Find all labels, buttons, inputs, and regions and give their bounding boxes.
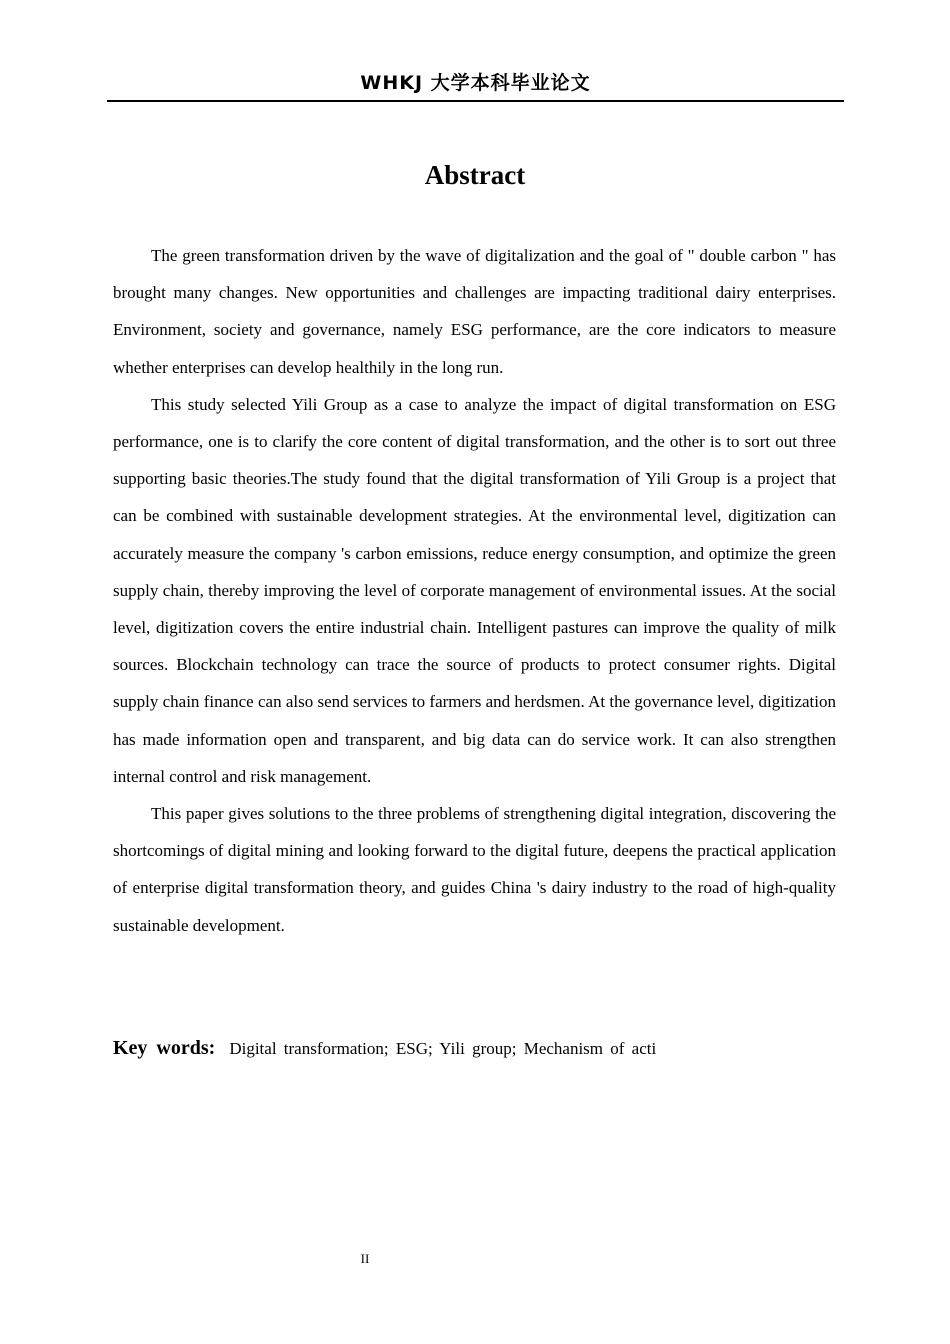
abstract-paragraph-1: The green transformation driven by the wave of digitalization and the goal of " double carbon " has brought many changes. New opportunities and challenges are impacting traditional dairy enterprises. Environment, society and governance, namely ESG performance, are the core indicators to measure whether enterprises can develop healthily in the long run. <box>113 246 836 377</box>
abstract-title: Abstract <box>424 160 526 190</box>
keywords-line <box>113 1030 836 1068</box>
page-number: II <box>360 1251 370 1266</box>
running-header: WHKJ 大学本科毕业论文 <box>360 72 591 94</box>
header-rule <box>107 100 844 102</box>
keywords-label: Key words: <box>113 1037 216 1059</box>
abstract-body <box>113 237 836 944</box>
keywords-text: Digital transformation; ESG; Yili group; Mechanism of acti <box>229 1039 657 1058</box>
abstract-paragraph-3: This paper gives solutions to the three problems of strengthening digital integration, discovering the shortcomings of digital mining and looking forward to the digital future, deepens the practical application of enterprise digital transformation theory, and guides China 's dairy industry to the road of high-quality sustainable development. <box>113 804 836 935</box>
abstract-paragraph-2: This study selected Yili Group as a case to analyze the impact of digital transformation on ESG performance, one is to clarify the core content of digital transformation, and the other is to sort out three supporting basic theories.The study found that the digital transformation of Yili Group is a project that can be combined with sustainable development strategies. At the environmental level, digitization can accurately measure the company 's carbon emissions, reduce energy consumption, and optimize the green supply chain, thereby improving the level of corporate management of environmental issues. At the social level, digitization covers the entire industrial chain. Intelligent pastures can improve the quality of milk sources. Blockchain technology can trace the source of products to protect consumer rights. Digital supply chain finance can also send services to farmers and herdsmen. At the governance level, digitization has made information open and transparent, and big data can do service work. It can also strengthen internal control and risk management. <box>113 394 836 786</box>
